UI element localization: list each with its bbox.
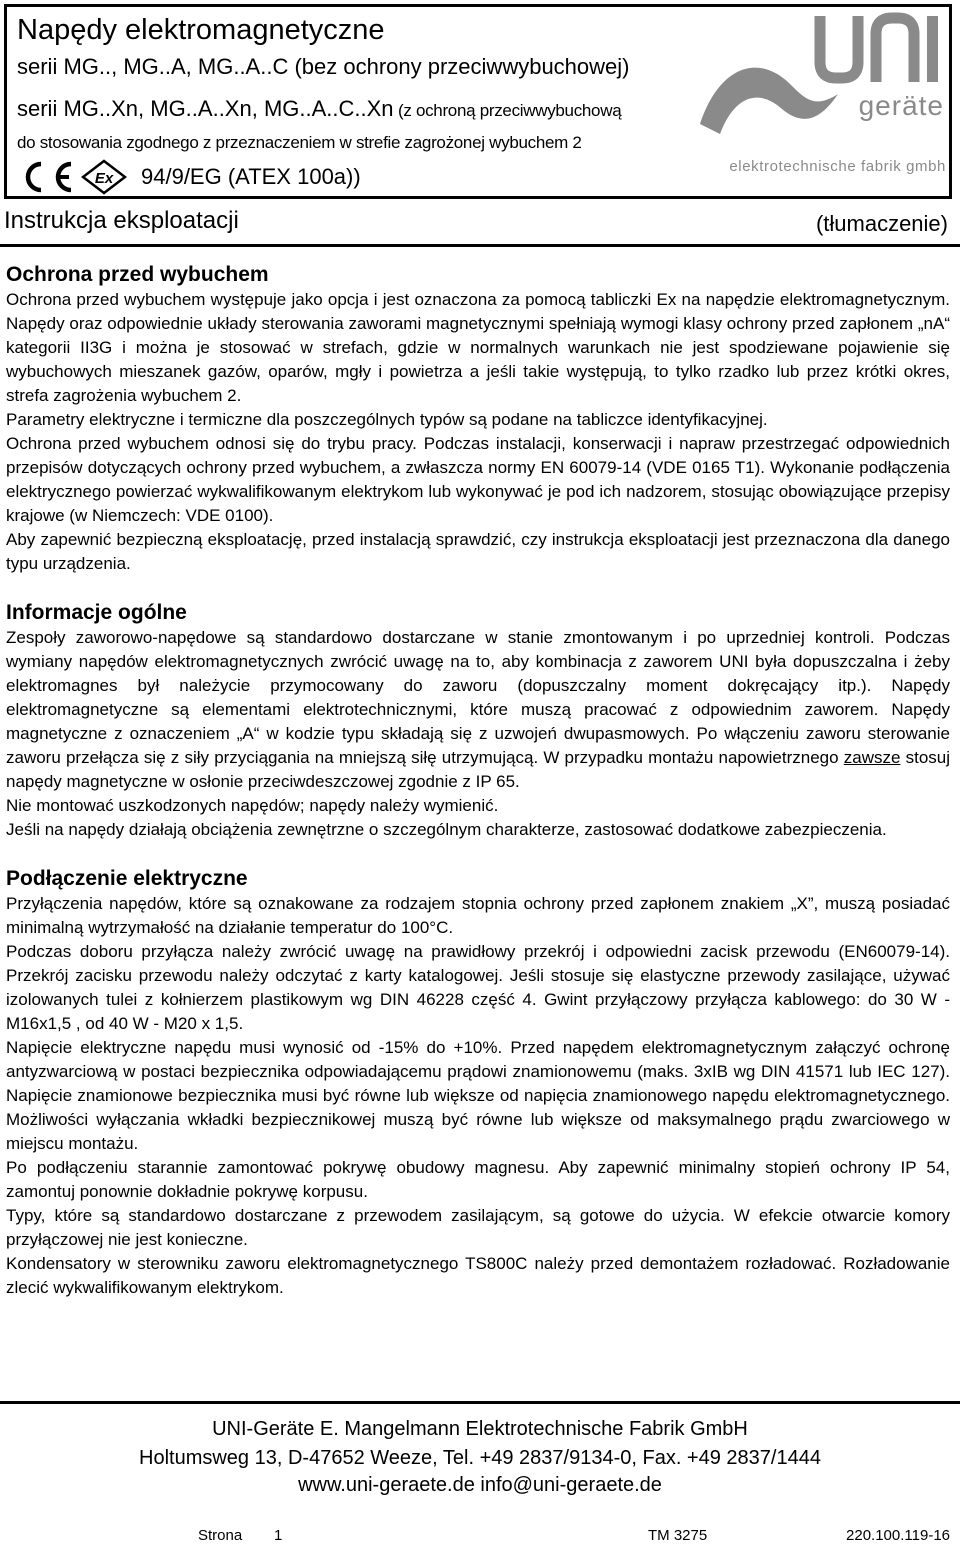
paragraph: Przyłączenia napędów, które są oznakowane za rodzajem stopnia ochrony przed zapłonem znakiem „X”, muszą posiadać minimalną wytrzymałość na działanie temperatur do 100°C. xyxy=(6,894,950,937)
main-content xyxy=(6,262,950,1300)
emphasis-always: zawsze xyxy=(843,748,901,767)
paragraph: Ochrona przed wybuchem występuje jako opcja i jest oznaczona za pomocą tabliczki Ex na napędzie elektromagnetycznym. Napędy oraz odpowiednie układy sterowania zaworami magnetycznymi spełniają wymogi klasy ochrony przed zapłonem „nA“ kategorii II3G i można je stosować w strefach, gdzie w normalnych warunkach nie jest spodziewane pojawienie się wybuchowych mieszanek gazów, oparów, mgły i powietrza a jeśli takie występują, to tylko rzadko lub przez krótki okres, strefa zagrożenia wybuchem 2. xyxy=(6,290,950,405)
series-ex-main: serii MG..Xn, MG..A..Xn, MG..A..C..Xn xyxy=(17,96,394,121)
paragraph xyxy=(6,626,950,794)
paragraph: Typy, które są standardowo dostarczane z przewodem zasilającym, są gotowe do użycia. W efekcie otwarcie komory przyłączowej nie jest konieczne. xyxy=(6,1206,950,1249)
ce-mark-icon xyxy=(17,160,75,194)
section-gap xyxy=(6,842,950,866)
company-logo xyxy=(714,12,954,182)
svg-text:Ex: Ex xyxy=(94,170,114,187)
paragraph: Napięcie elektryczne napędu musi wynosić od -15% do +10%. Przed napędem elektromagnetycznym załączyć ochronę antyzwarciową w postaci bezpiecznika odpowiadającemu prądowi znamionowemu (maks. 3xIB wg DIN 41571 lub IEC 127). Napięcie znamionowe bezpiecznika musi być równe lub większe od napięcia znamionowego napędu elektromagnetycznego. Możliwości wyłączania wkładki bezpiecznikowej muszą być równe lub większe od maksymalnego prądu zwarciowego w miejscu montażu. xyxy=(6,1038,950,1153)
paragraph: Jeśli na napędy działają obciążenia zewnętrzne o szczególnym charakterze, zastosować dodatkowe zabezpieczenia. xyxy=(6,820,887,839)
manual-heading: Instrukcja eksploatacji xyxy=(4,207,239,234)
page-number: 1 xyxy=(274,1527,283,1544)
atex-row xyxy=(17,159,361,195)
paragraph: Ochrona przed wybuchem odnosi się do trybu pracy. Podczas instalacji, konserwacji i napraw przestrzegać odpowiednich przepisów dotyczących ochrony przed wybuchem, a zwłaszcza normy EN 60079-14 (VDE 0165 T1). Wykonanie podłączenia elektrycznego powierzać wykwalifikowanym elektrykom lub wykonywać je pod ich nadzorem, stosując obowiązujące przepisy krajowe (w Niemczech: VDE 0100). xyxy=(6,434,950,525)
top-divider xyxy=(0,244,960,247)
footer-company: UNI-Geräte E. Mangelmann Elektrotechnische Fabrik GmbH xyxy=(212,1418,748,1440)
section-gap xyxy=(6,576,950,600)
section-title-explosion: Ochrona przed wybuchem xyxy=(6,263,269,286)
document-number: 220.100.119-16 xyxy=(846,1527,950,1544)
paragraph-text: Zespoły zaworowo-napędowe są standardowo dostarczane w stanie zmontowanym i po uprzedniej kontroli. Podczas wymiany napędów elektromagnetycznych zwrócić uwagę na to, aby kombinacja z zaworem UNI była dopuszczalna i żeby elektromagnes był należycie przymocowany do zaworu (dopuszczalny moment dokręcający itp.). Napędy elektromagnetyczne są elementami elektrotechnicznymi, które muszą pracować z odpowiednim zaworem. Napędy magnetyczne z oznaczeniem „A“ w kodzie typu składają się z uzwojeń dwupasmowych. Po włączeniu zaworu sterowanie zaworu przełącza się z siły przyciągania na mniejszą siłę utrzymującą. W przypadku montażu napowietrznego xyxy=(6,628,950,767)
series-line-standard: serii MG.., MG..A, MG..A..C (bez ochrony przeciwwybuchowej) xyxy=(17,54,630,79)
page-label: Strona xyxy=(198,1527,243,1544)
paragraph: Kondensatory w sterowniku zaworu elektromagnetycznego TS800C należy przed demontażem rozładować. Rozładowanie zlecić wykwalifikowanym elektrykom. xyxy=(6,1254,950,1297)
section-title-general: Informacje ogólne xyxy=(6,601,187,624)
paragraph: Nie montować uszkodzonych napędów; napędy należy wymienić. xyxy=(6,796,499,815)
paragraph-text: stosuj napędy magnetyczne w osłonie przeciwdeszczowej zgodnie z IP 65. xyxy=(6,748,951,791)
document-title: Napędy elektromagnetyczne xyxy=(17,14,385,46)
logo-subtitle: geräte xyxy=(858,90,944,121)
bottom-divider xyxy=(0,1401,960,1404)
series-line-ex xyxy=(17,95,621,125)
paragraph: Parametry elektryczne i termiczne dla poszczególnych typów są podane na tabliczce identyfikacyjnej. xyxy=(6,410,768,429)
translation-note: (tłumaczenie) xyxy=(815,211,948,236)
uni-logo-icon xyxy=(814,12,946,84)
paragraph: Podczas doboru przyłącza należy zwrócić uwagę na prawidłowy przekrój i odpowiedni zacisk przewodu (EN60079-14). Przekrój zacisku przewodu należy odczytać z karty katalogowej. Jeśli stosuje się elastyczne przewody zasilające, używać izolowanych tulei z kołnierzem plastikowym wg DIN 46228 część 4. Gwint przyłączowy przyłącza kablowego: do 30 W - M16x1,5 , od 40 W - M20 x 1,5. xyxy=(6,942,950,1033)
logo-tagline: elektrotechnische fabrik gmbh xyxy=(729,158,946,175)
usage-line: do stosowania zgodnego z przeznaczeniem w strefie zagrożonej wybuchem 2 xyxy=(17,133,582,152)
atex-directive: 94/9/EG (ATEX 100a)) xyxy=(141,164,361,189)
footer-address: Holtumsweg 13, D-47652 Weeze, Tel. +49 2837/9134-0, Fax. +49 2837/1444 xyxy=(139,1447,821,1469)
section-title-electrical: Podłączenie elektryczne xyxy=(6,867,248,890)
ex-mark-icon xyxy=(81,159,127,195)
paragraph: Po podłączeniu starannie zamontować pokrywę obudowy magnesu. Aby zapewnić minimalny stopień ochrony IP 54, zamontuj ponownie dokładnie pokrywę korpusu. xyxy=(6,1158,950,1201)
tm-number: TM 3275 xyxy=(648,1527,708,1544)
series-ex-note: (z ochroną przeciwwybuchową xyxy=(393,101,622,120)
paragraph: Aby zapewnić bezpieczną eksploatację, przed instalacją sprawdzić, czy instrukcja eksploatacji jest przeznaczona dla danego typu urządzenia. xyxy=(6,530,950,573)
footer-contact: www.uni-geraete.de info@uni-geraete.de xyxy=(298,1474,662,1496)
